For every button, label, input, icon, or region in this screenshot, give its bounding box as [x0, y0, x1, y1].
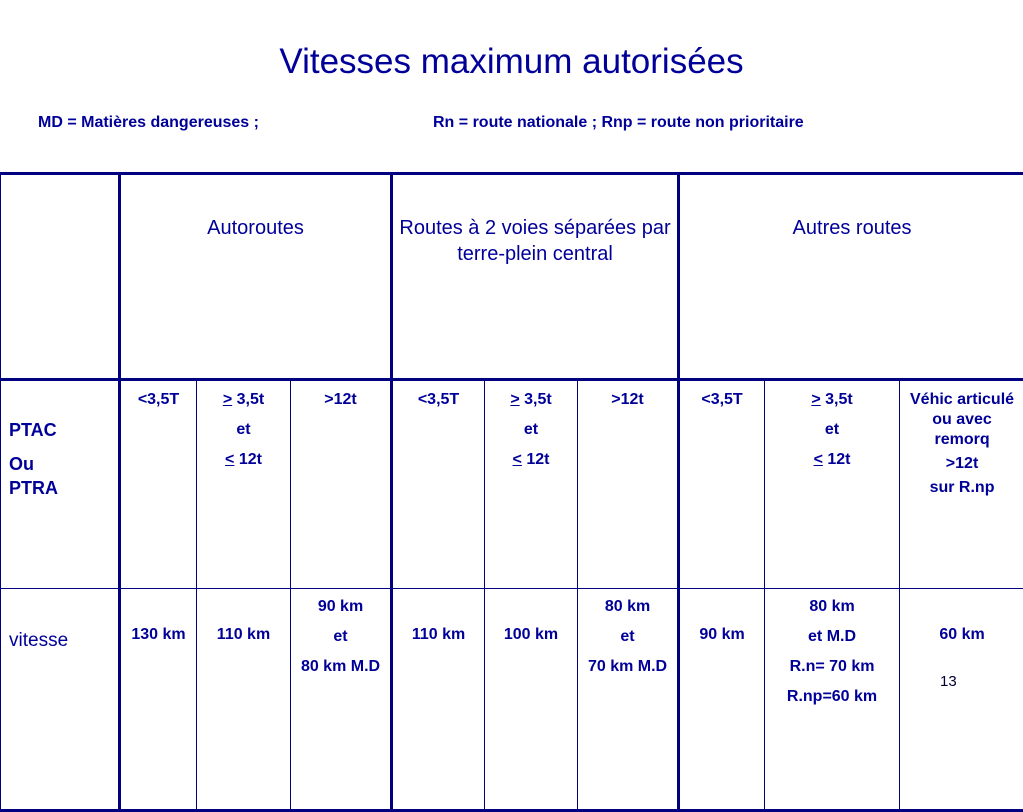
- routes2-lt35: <3,5T: [392, 380, 485, 589]
- ptac-label: PTAC: [9, 418, 114, 442]
- speed-ar-mid: [765, 589, 900, 811]
- ge-symbol: >: [811, 391, 820, 408]
- speed-auto-mid: 110 km: [197, 589, 291, 811]
- ge-value: 3,5t: [232, 391, 264, 408]
- speed-md-value: 80 km M.D: [295, 657, 386, 677]
- speed-value: 80 km: [582, 597, 673, 617]
- autres-35-12: [765, 380, 900, 589]
- et-label: et: [769, 420, 895, 440]
- vehic-road: sur R.np: [904, 478, 1020, 498]
- speed-value: 90 km: [295, 597, 386, 617]
- vitesse-label: [1, 589, 120, 811]
- vehic-desc: Véhic articulé ou avec remorq: [904, 390, 1020, 450]
- slide-title: Vitesses maximum autorisées: [0, 40, 1023, 84]
- ge-value: 3,5t: [821, 391, 853, 408]
- et-label: et: [295, 627, 386, 647]
- et-label: et: [489, 420, 573, 440]
- ou-label: Ou: [9, 452, 114, 476]
- header-autres-routes: Autres routes: [679, 174, 1023, 380]
- le-value: 12t: [522, 451, 550, 468]
- et-label: et: [201, 420, 286, 440]
- ge-symbol: >: [223, 391, 232, 408]
- speed-auto-lt35: 130 km: [120, 589, 197, 811]
- le-symbol: <: [225, 451, 234, 468]
- autres-vehic-articule: [900, 380, 1023, 589]
- et-label: et: [582, 627, 673, 647]
- le-value: 12t: [823, 451, 851, 468]
- legend-md: MD = Matières dangereuses ;: [38, 113, 259, 133]
- speed-r2-gt12: [578, 589, 679, 811]
- speed-rnp-note: R.np=60 km: [769, 687, 895, 707]
- le-value: 12t: [234, 451, 262, 468]
- header-row: [1, 174, 1023, 380]
- header-routes-2-voies: Routes à 2 voies séparées par terre-plein central: [392, 174, 679, 380]
- ptac-row-label: [1, 380, 120, 589]
- autoroutes-lt35: <3,5T: [120, 380, 197, 589]
- speed-auto-gt12: [291, 589, 392, 811]
- speed-rn-note: R.n= 70 km: [769, 657, 895, 677]
- speed-md-note: et M.D: [769, 627, 895, 647]
- autoroutes-35-12: [197, 380, 291, 589]
- corner-cell: [1, 174, 120, 380]
- le-symbol: <: [814, 451, 823, 468]
- ge-value: 3,5t: [520, 391, 552, 408]
- speed-md-value: 70 km M.D: [582, 657, 673, 677]
- ptac-row: [1, 380, 1023, 589]
- routes2-gt12: >12t: [578, 380, 679, 589]
- legend-rn: Rn = route nationale ; Rnp = route non prioritaire: [433, 113, 804, 133]
- speed-ar-lt35: 90 km: [679, 589, 765, 811]
- speed-r2-mid: 100 km: [485, 589, 578, 811]
- header-autoroutes: Autoroutes: [120, 174, 392, 380]
- speed-ar-vehic: 60 km: [900, 589, 1023, 811]
- vitesse-text: vitesse: [9, 630, 68, 651]
- speed-value: 80 km: [769, 597, 895, 617]
- speed-limits-table: [0, 172, 1023, 812]
- speed-r2-lt35: 110 km: [392, 589, 485, 811]
- ptra-label: PTRA: [9, 476, 114, 500]
- autres-lt35: <3,5T: [679, 380, 765, 589]
- routes2-35-12: [485, 380, 578, 589]
- ge-symbol: >: [510, 391, 519, 408]
- page-number: 13: [940, 673, 957, 690]
- speed-row: [1, 589, 1023, 811]
- vehic-weight: >12t: [904, 454, 1020, 474]
- autoroutes-gt12: >12t: [291, 380, 392, 589]
- le-symbol: <: [513, 451, 522, 468]
